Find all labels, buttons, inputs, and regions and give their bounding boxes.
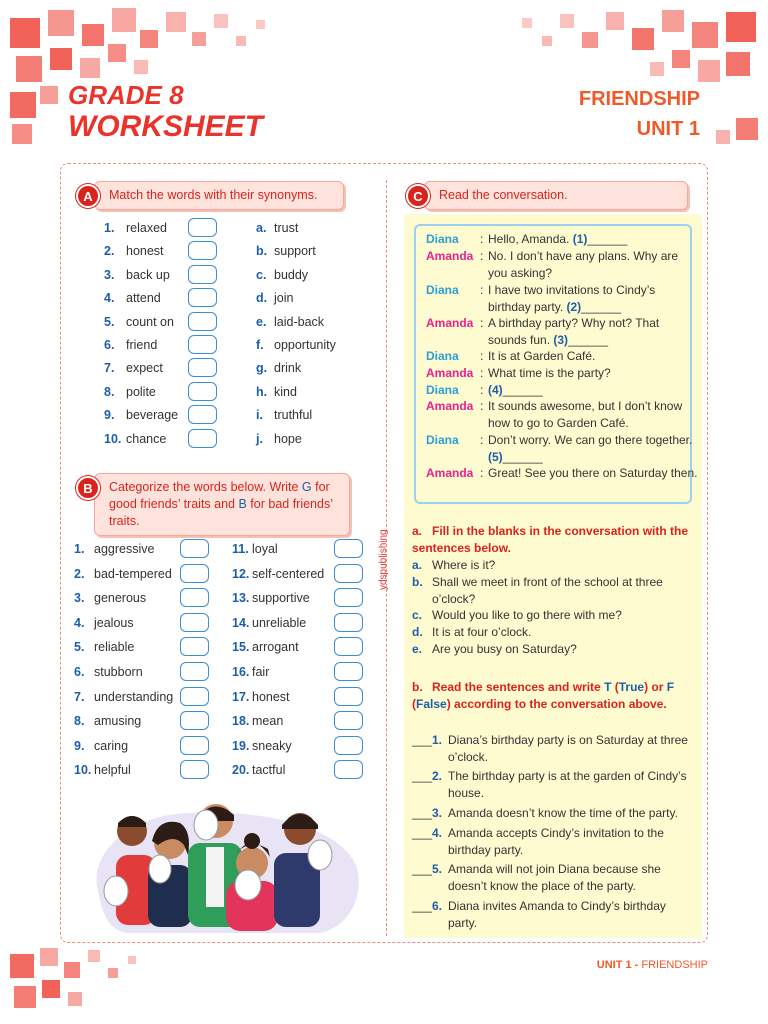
synonym-option xyxy=(256,335,336,355)
answer-blank[interactable]: ___ xyxy=(412,769,433,783)
speaker-colon: : xyxy=(480,316,484,330)
trait-item xyxy=(232,687,290,707)
item-word: beverage xyxy=(126,408,179,423)
utterance: No. I don’t have any plans. Why are you asking? xyxy=(488,249,679,280)
item-word: fair xyxy=(252,665,270,679)
option-letter: e. xyxy=(256,314,267,329)
answer-box[interactable] xyxy=(334,613,363,632)
item-number: 11. xyxy=(232,542,249,556)
item-word: honest xyxy=(126,244,164,259)
part-a-instruction: a. Fill in the blanks in the conversation with the sentences below. xyxy=(412,524,689,555)
speaker-colon: : xyxy=(480,249,484,263)
blank-line[interactable]: ______ xyxy=(568,332,609,347)
option-letter: b. xyxy=(412,575,423,589)
answer-box[interactable] xyxy=(188,312,217,331)
item-word: generous xyxy=(94,591,147,606)
speaker-colon: : xyxy=(480,433,484,447)
blank-line[interactable]: ______ xyxy=(587,232,628,246)
option-word: drink xyxy=(274,361,302,376)
trait-item xyxy=(232,613,306,633)
item-word: reliable xyxy=(94,640,135,655)
item-word: supportive xyxy=(252,591,310,606)
speaker-colon: : xyxy=(480,232,484,246)
item-number: 1. xyxy=(74,542,85,556)
answer-box[interactable] xyxy=(180,760,209,779)
answer-blank[interactable]: ___ xyxy=(412,806,433,820)
synonym-item xyxy=(104,288,161,308)
option-text: It is at four o’clock. xyxy=(432,625,532,639)
trait-item xyxy=(232,711,283,731)
answer-blank[interactable]: ___ xyxy=(412,733,433,747)
item-number: 5. xyxy=(74,640,85,655)
utterance: I have two invitations to Cindy’s birthday party. (2)______ xyxy=(488,283,656,314)
speaker-amanda: Amanda xyxy=(426,366,474,380)
item-number: 19. xyxy=(232,738,250,753)
answer-box[interactable] xyxy=(334,760,363,779)
utterance: It sounds awesome, but I don’t know how to go to Garden Café. xyxy=(488,399,683,430)
trait-item xyxy=(74,564,172,584)
answer-box[interactable] xyxy=(188,358,217,377)
worksheet-label: WORKSHEET xyxy=(68,110,263,143)
grade-label: GRADE 8 xyxy=(68,80,184,110)
answer-box[interactable] xyxy=(188,405,217,424)
synonym-option xyxy=(256,241,316,261)
answer-box[interactable] xyxy=(334,564,363,583)
answer-box[interactable] xyxy=(180,588,209,607)
trait-item xyxy=(232,564,324,584)
answer-box[interactable] xyxy=(188,288,217,307)
item-number: 20. xyxy=(232,763,250,778)
option-letter: c. xyxy=(256,267,267,282)
option-text: Where is it? xyxy=(432,558,496,572)
speaker-colon: : xyxy=(480,383,484,397)
trait-item xyxy=(232,662,269,682)
option-letter: j. xyxy=(256,431,263,446)
item-number: 2. xyxy=(74,566,85,581)
blank-line[interactable]: ______ xyxy=(502,449,543,464)
trait-item xyxy=(74,588,146,608)
option-letter: b. xyxy=(256,244,268,259)
answer-box[interactable] xyxy=(334,711,363,730)
item-word: caring xyxy=(94,738,129,753)
synonym-item xyxy=(104,358,163,378)
trait-item xyxy=(74,760,131,780)
blank-line[interactable]: ______ xyxy=(502,383,543,397)
trait-item xyxy=(74,687,173,707)
option-letter: e. xyxy=(412,642,423,656)
answer-box[interactable] xyxy=(334,637,363,656)
option-text: Are you busy on Saturday? xyxy=(432,642,577,656)
answer-box[interactable] xyxy=(188,335,217,354)
unit-title xyxy=(579,84,700,144)
statement-text: Diana invites Amanda to Cindy’s birthday party. xyxy=(448,899,666,930)
answer-box[interactable] xyxy=(180,637,209,656)
item-number: 6. xyxy=(104,338,115,352)
synonym-option xyxy=(256,429,302,449)
synonym-item xyxy=(104,405,178,425)
item-word: mean xyxy=(252,714,284,729)
answer-box[interactable] xyxy=(334,687,363,706)
trait-item xyxy=(74,736,128,756)
item-number: 4. xyxy=(104,291,115,306)
answer-blank[interactable]: ___ xyxy=(412,899,433,913)
section-b-title: Categorize the words below. Write G for good friends’ traits and B for bad friends’ traits. xyxy=(94,473,350,536)
answer-box[interactable] xyxy=(188,218,217,237)
synonym-item xyxy=(104,335,157,355)
item-number: 13. xyxy=(232,591,250,606)
utterance xyxy=(488,382,698,399)
answer-box[interactable] xyxy=(334,662,363,681)
item-number: 15. xyxy=(232,640,250,655)
item-number: 18. xyxy=(232,714,250,729)
speaker-diana: Diana xyxy=(426,383,459,397)
synonym-option xyxy=(256,358,301,378)
option-letter: f. xyxy=(256,338,264,352)
speaker-colon: : xyxy=(480,283,484,297)
synonym-option xyxy=(256,288,293,308)
answer-blank[interactable]: ___ xyxy=(412,862,433,876)
item-word: amusing xyxy=(94,714,142,729)
part-b-instruction: b. Read the sentences and write T (True) or F (False) according to the conversation above. xyxy=(412,680,675,711)
decorative-squares-bottom-left xyxy=(0,944,180,1024)
item-word: aggressive xyxy=(94,542,155,556)
blank-number: (1) xyxy=(572,232,588,246)
option-word: hope xyxy=(274,431,302,446)
item-number: 14. xyxy=(232,615,250,630)
trait-item xyxy=(232,588,310,608)
trait-item xyxy=(74,711,141,731)
answer-box[interactable] xyxy=(334,736,363,755)
section-a-badge: A xyxy=(76,184,100,208)
item-word: friend xyxy=(126,338,158,352)
item-word: understanding xyxy=(94,689,174,704)
topic-label: FRIENDSHIP xyxy=(578,88,700,110)
friends-masks-illustration xyxy=(88,795,364,935)
answer-box[interactable] xyxy=(180,539,209,558)
option-letter: h. xyxy=(256,384,268,399)
option-letter: c. xyxy=(412,608,423,622)
utterance: A birthday party? Why not? That sounds fun. (3)______ xyxy=(488,316,660,347)
item-word: self-centered xyxy=(252,566,325,581)
option-word: trust xyxy=(274,221,299,235)
statement-number: 4. xyxy=(432,826,443,840)
speaker-diana: Diana xyxy=(426,433,459,447)
speaker-colon: : xyxy=(480,349,484,363)
synonym-item xyxy=(104,382,156,402)
option-word: opportunity xyxy=(274,338,336,352)
blank-number: (3) xyxy=(553,332,569,347)
item-word: chance xyxy=(126,431,167,446)
section-b-header xyxy=(76,473,350,536)
blank-number: (2) xyxy=(566,299,582,314)
section-b-badge: B xyxy=(76,476,100,500)
item-number: 1. xyxy=(104,221,115,235)
option-word: support xyxy=(274,244,316,259)
item-word: loyal xyxy=(252,542,278,556)
answer-box[interactable] xyxy=(180,662,209,681)
utterance: It is at Garden Café. xyxy=(488,349,596,363)
synonym-option xyxy=(256,265,308,285)
statement-text: Amanda doesn’t know the time of the party. xyxy=(448,806,678,820)
blank-line[interactable]: ______ xyxy=(581,299,622,314)
synonym-item xyxy=(104,429,166,449)
item-number: 10. xyxy=(74,763,92,778)
answer-box[interactable] xyxy=(180,736,209,755)
item-word: unreliable xyxy=(252,615,307,630)
item-word: bad-tempered xyxy=(94,566,172,581)
item-number: 16. xyxy=(232,665,250,679)
item-number: 4. xyxy=(74,615,85,630)
page-footer xyxy=(597,959,708,971)
option-letter: g. xyxy=(256,361,268,376)
item-word: relaxed xyxy=(126,221,167,235)
item-number: 6. xyxy=(74,665,85,679)
item-word: back up xyxy=(126,267,170,282)
utterance: What time is the party? xyxy=(488,366,611,380)
synonym-option xyxy=(256,218,298,238)
speaker-colon: : xyxy=(480,399,484,413)
speaker-amanda: Amanda xyxy=(426,399,474,413)
answer-box[interactable] xyxy=(188,429,217,448)
section-c-title: Read the conversation. xyxy=(424,181,688,210)
item-number: 10. xyxy=(104,431,122,446)
answer-box[interactable] xyxy=(180,711,209,730)
speaker-colon: : xyxy=(480,366,484,380)
speaker-amanda: Amanda xyxy=(426,316,474,330)
answer-box[interactable] xyxy=(188,265,217,284)
item-number: 9. xyxy=(74,738,85,753)
synonym-option xyxy=(256,382,297,402)
section-a-header xyxy=(76,181,344,210)
statement-text: Amanda will not join Diana because she doesn’t know the place of the party. xyxy=(448,862,661,893)
worksheet-title xyxy=(68,80,263,144)
item-word: stubborn xyxy=(94,665,143,679)
footer-unit: UNIT 1 - xyxy=(596,959,642,971)
option-letter: a. xyxy=(412,558,423,572)
option-text: Shall we meet in front of the school at three o’clock? xyxy=(432,575,663,606)
unit-label: UNIT 1 xyxy=(636,118,700,140)
item-word: arrogant xyxy=(252,640,299,655)
trait-item xyxy=(232,637,299,657)
trait-item xyxy=(74,613,134,633)
trait-item xyxy=(74,662,143,682)
item-number: 17. xyxy=(232,689,250,704)
statement-text: Amanda accepts Cindy’s invitation to the birthday party. xyxy=(448,826,664,857)
option-letter: a. xyxy=(256,221,267,235)
item-number: 3. xyxy=(74,591,85,606)
answer-box[interactable] xyxy=(334,588,363,607)
answer-blank[interactable]: ___ xyxy=(412,826,433,840)
option-letter: i. xyxy=(256,408,263,423)
publisher-side-text: ydspublishing xyxy=(378,529,389,591)
trait-item xyxy=(74,539,154,559)
synonym-item xyxy=(104,218,167,238)
trait-item xyxy=(232,760,285,780)
option-word: buddy xyxy=(274,267,309,282)
statement-number: 6. xyxy=(432,899,443,913)
item-number: 12. xyxy=(232,566,250,581)
utterance: Don’t worry. We can go there together. (5)______ xyxy=(488,433,693,464)
item-word: polite xyxy=(126,384,156,399)
item-word: jealous xyxy=(94,615,134,630)
synonym-item xyxy=(104,312,174,332)
speaker-colon: : xyxy=(480,466,484,480)
footer-topic: FRIENDSHIP xyxy=(641,959,708,971)
item-number: 9. xyxy=(104,408,115,423)
answer-box[interactable] xyxy=(180,687,209,706)
blank-number: (5) xyxy=(488,449,503,464)
speaker-amanda: Amanda xyxy=(426,249,474,263)
synonym-option xyxy=(256,312,324,332)
item-word: attend xyxy=(126,291,161,306)
answer-box[interactable] xyxy=(334,539,363,558)
statement-text: The birthday party is at the garden of Cindy’s house. xyxy=(448,769,687,800)
utterance: Hello, Amanda. (1)______ xyxy=(488,232,628,246)
item-word: tactful xyxy=(252,763,286,778)
synonym-item xyxy=(104,265,170,285)
speaker-diana: Diana xyxy=(426,283,459,297)
trait-item xyxy=(232,539,278,559)
section-c-header xyxy=(406,181,688,210)
item-number: 7. xyxy=(74,689,85,704)
statement-number: 3. xyxy=(432,806,443,820)
statement-number: 1. xyxy=(432,733,443,747)
item-word: count on xyxy=(126,314,174,329)
answer-box[interactable] xyxy=(180,613,209,632)
option-letter: d. xyxy=(412,625,423,639)
option-word: kind xyxy=(274,384,297,399)
item-number: 8. xyxy=(74,714,85,729)
trait-item xyxy=(74,637,134,657)
trait-item xyxy=(232,736,292,756)
statement-number: 2. xyxy=(432,769,443,783)
blank-number: (4) xyxy=(488,383,503,397)
option-word: laid-back xyxy=(274,314,325,329)
section-a-title: Match the words with their synonyms. xyxy=(94,181,344,210)
answer-box[interactable] xyxy=(188,382,217,401)
speaker-diana: Diana xyxy=(426,349,459,363)
item-number: 5. xyxy=(104,314,115,329)
statement-number: 5. xyxy=(432,862,443,876)
answer-box[interactable] xyxy=(180,564,209,583)
speaker-amanda: Amanda xyxy=(426,466,474,480)
option-letter: d. xyxy=(256,291,268,306)
item-number: 8. xyxy=(104,384,115,399)
answer-box[interactable] xyxy=(188,241,217,260)
item-number: 7. xyxy=(104,361,115,376)
section-c-badge: C xyxy=(406,184,430,208)
item-word: expect xyxy=(126,361,163,376)
option-word: truthful xyxy=(274,408,313,423)
item-word: helpful xyxy=(94,763,131,778)
statement-text: Diana’s birthday party is on Saturday at three o’clock. xyxy=(448,733,688,764)
speaker-diana: Diana xyxy=(426,232,459,246)
option-word: join xyxy=(274,291,294,306)
synonym-option xyxy=(256,405,312,425)
item-word: honest xyxy=(252,689,290,704)
synonym-item xyxy=(104,241,164,261)
option-text: Would you like to go there with me? xyxy=(432,608,622,622)
item-number: 2. xyxy=(104,244,115,259)
utterance: Great! See you there on Saturday then. xyxy=(488,466,698,480)
item-word: sneaky xyxy=(252,738,292,753)
item-number: 3. xyxy=(104,267,115,282)
